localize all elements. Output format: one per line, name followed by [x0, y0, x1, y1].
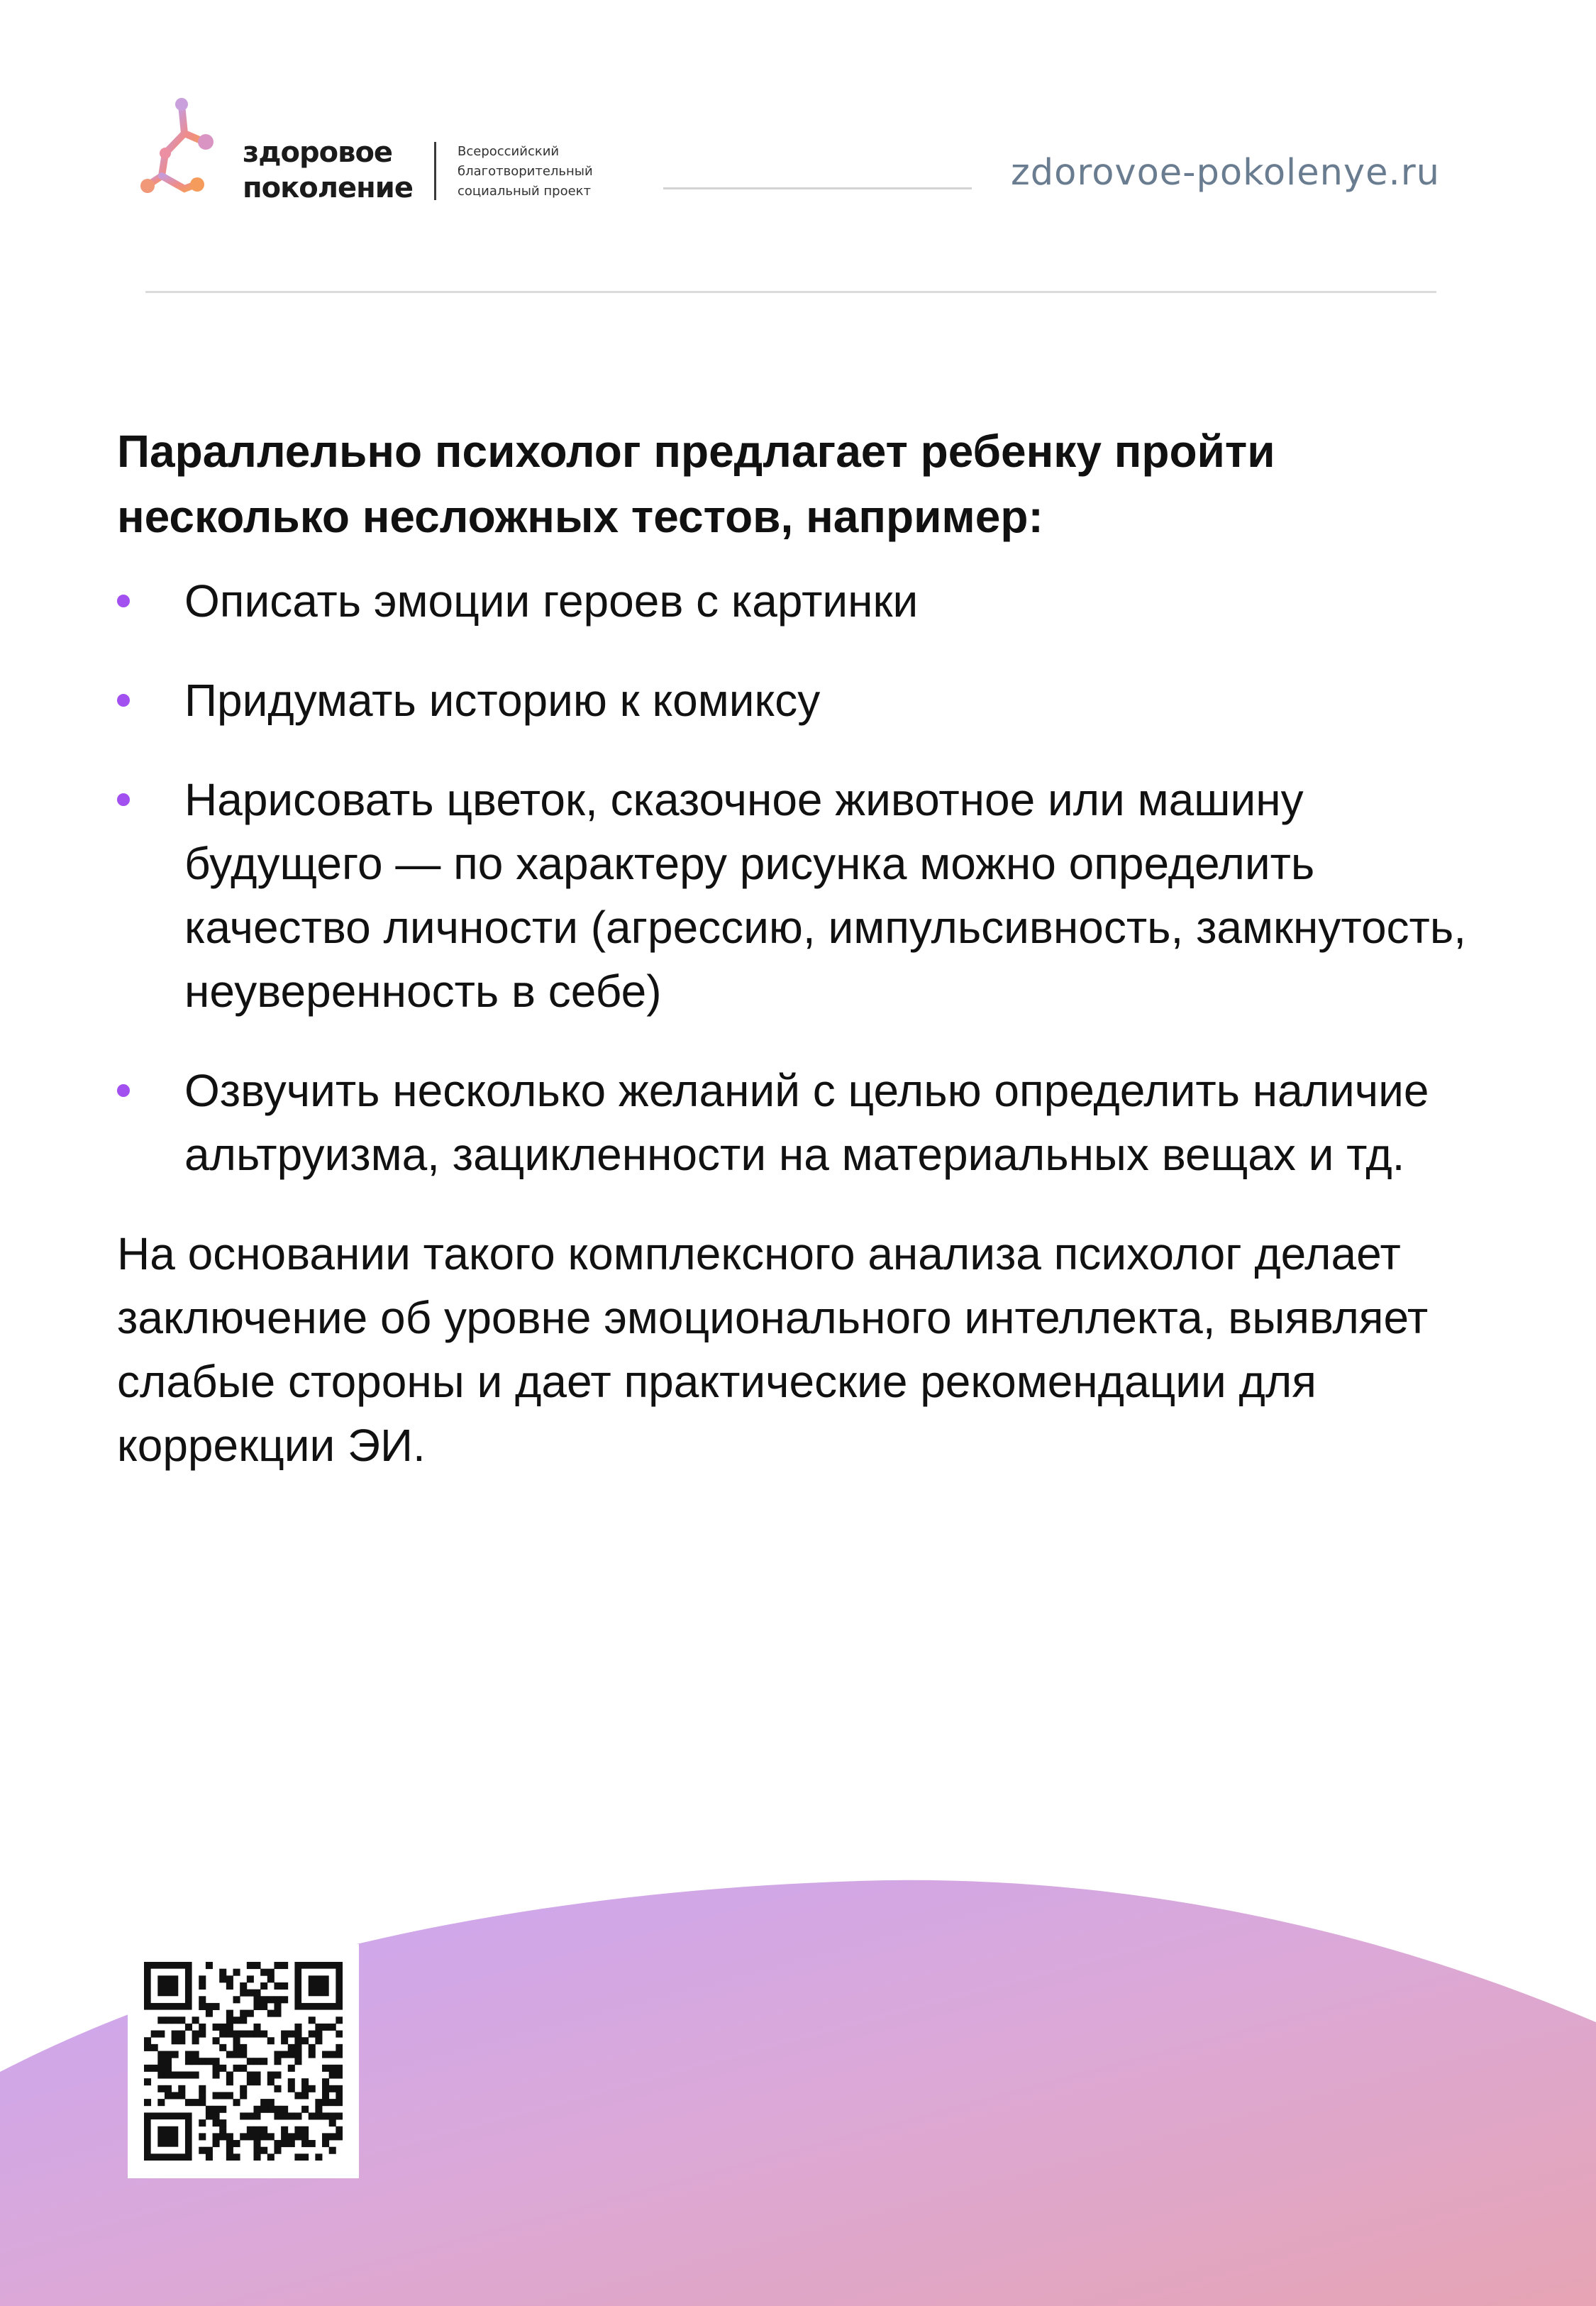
logo-name-line2: поколение	[243, 172, 413, 204]
qr-code-card[interactable]	[128, 1944, 359, 2178]
bullet-dot-icon	[117, 595, 130, 607]
header-divider	[663, 187, 972, 189]
list-item	[117, 668, 1500, 732]
bullet-dot-icon	[117, 793, 130, 806]
list-item-text: Описать эмоции героев с картинки	[184, 575, 919, 627]
header-rule	[145, 291, 1436, 293]
bullet-dot-icon	[117, 694, 130, 707]
qr-code-icon	[144, 1962, 343, 2161]
list-item	[117, 1059, 1500, 1186]
logo-subtitle	[458, 142, 593, 202]
section-heading: Параллельно психолог предлагает ребенку пройти несколько несложных тестов, например:	[117, 426, 1275, 542]
list-item	[117, 569, 1500, 633]
list-item-text: Придумать историю к комиксу	[184, 675, 821, 726]
bullet-dot-icon	[117, 1084, 130, 1097]
logo-sub-line3: социальный проект	[458, 184, 592, 199]
test-list	[117, 569, 1500, 1186]
logo-molecule-icon	[140, 98, 233, 204]
site-url: zdorovoe-pokolenye.ru	[1011, 152, 1440, 194]
logo-divider	[434, 142, 436, 200]
main-content	[117, 419, 1500, 1477]
logo-sub-line2: благотворительный	[458, 164, 593, 179]
logo-sub-line1: Всероссийский	[458, 144, 560, 159]
logo-wordmark	[243, 135, 413, 206]
list-item	[117, 768, 1500, 1023]
summary-paragraph: На основании такого комплексного анализа психолог делает заключение об уровне эмоционального интеллекта, выявляет слабые стороны и дает практические рекомендации для коррекции ЭИ.	[117, 1228, 1429, 1471]
list-item-text: Нарисовать цветок, сказочное животное или машину будущего — по характеру рисунка можно определить качество личности (агрессию, импульсивность, замкнутость, неуверенность в себе)	[184, 774, 1466, 1017]
list-item-text: Озвучить несколько желаний с целью определить наличие альтруизма, зацикленности на материальных вещах и тд.	[184, 1065, 1429, 1180]
page-header	[0, 0, 1596, 298]
logo-name-line1: здоровое	[243, 136, 393, 169]
